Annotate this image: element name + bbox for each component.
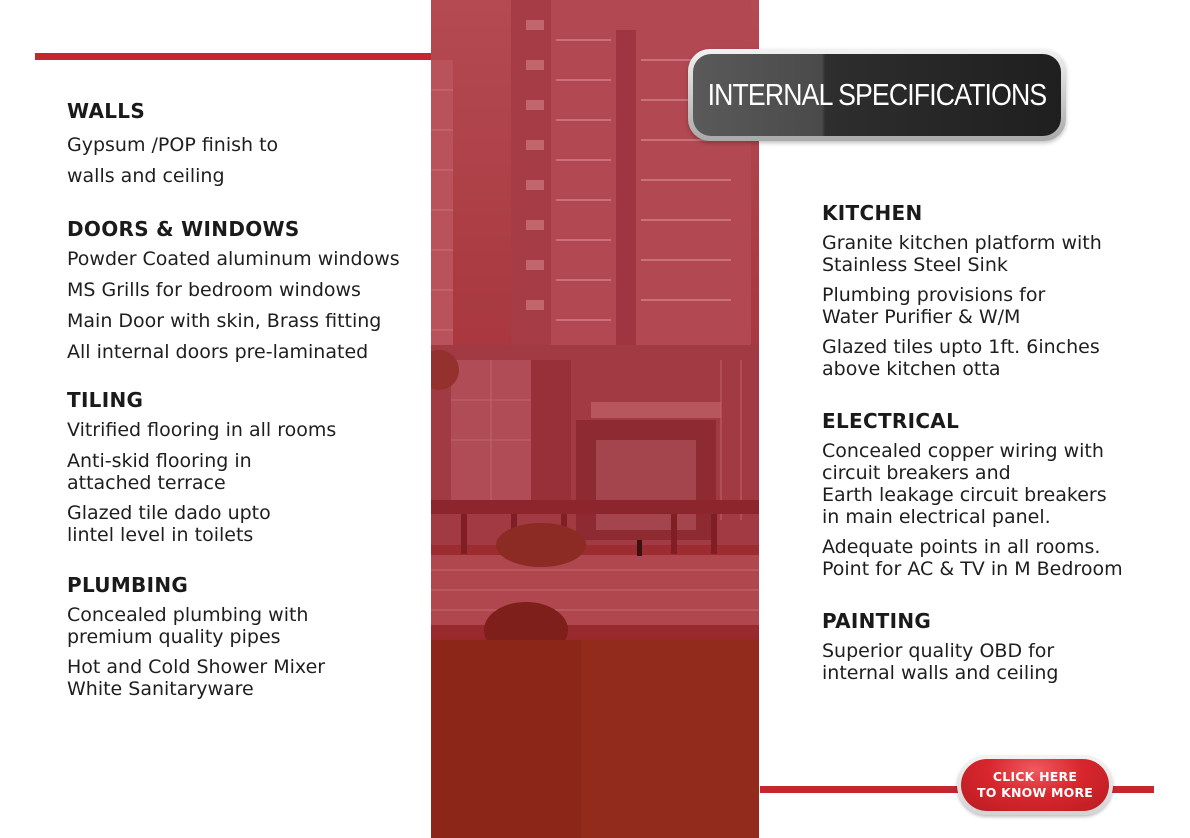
spec-electrical bbox=[822, 408, 1162, 580]
section-banner bbox=[688, 49, 1066, 141]
kitchen-heading: KITCHEN bbox=[822, 201, 923, 225]
doors-windows-item: All internal doors pre-laminated bbox=[67, 341, 369, 363]
spec-plumbing bbox=[67, 572, 427, 700]
tiling-item: Vitrified flooring in all rooms bbox=[67, 419, 337, 441]
walls-heading: WALLS bbox=[67, 99, 146, 123]
doors-windows-heading: DOORS & WINDOWS bbox=[67, 217, 300, 241]
plumbing-item: Concealed plumbing with premium quality pipes bbox=[67, 604, 309, 648]
spec-kitchen bbox=[822, 200, 1162, 380]
walls-item: Gypsum /POP finish to walls and ceiling bbox=[67, 134, 279, 187]
left-spec-column bbox=[67, 98, 427, 708]
banner-plate bbox=[693, 54, 1061, 136]
kitchen-item: Glazed tiles upto 1ft. 6inches above kitchen otta bbox=[822, 336, 1100, 380]
electrical-item: Concealed copper wiring with circuit breakers and Earth leakage circuit breakers in main electrical panel. bbox=[822, 440, 1107, 528]
painting-heading: PAINTING bbox=[822, 609, 932, 633]
tiling-item: Glazed tile dado upto lintel level in toilets bbox=[67, 502, 271, 546]
know-more-button-face[interactable] bbox=[961, 759, 1109, 811]
spec-walls bbox=[67, 98, 427, 192]
doors-windows-item: Powder Coated aluminum windows bbox=[67, 248, 400, 270]
top-red-rule bbox=[35, 53, 433, 60]
spec-painting bbox=[822, 608, 1162, 684]
banner-title: INTERNAL SPECIFICATIONS bbox=[707, 77, 1047, 112]
doors-windows-item: MS Grills for bedroom windows bbox=[67, 279, 361, 301]
plumbing-item: Hot and Cold Shower Mixer White Sanitaryware bbox=[67, 656, 326, 700]
doors-windows-item: Main Door with skin, Brass fitting bbox=[67, 310, 382, 332]
know-more-button[interactable] bbox=[957, 755, 1113, 815]
spec-tiling bbox=[67, 387, 427, 546]
electrical-heading: ELECTRICAL bbox=[822, 409, 960, 433]
spec-doors-windows bbox=[67, 216, 427, 363]
plumbing-heading: PLUMBING bbox=[67, 573, 189, 597]
cta-line-2: TO KNOW MORE bbox=[976, 785, 1094, 800]
tiling-heading: TILING bbox=[67, 388, 144, 412]
kitchen-item: Granite kitchen platform with Stainless Steel Sink bbox=[822, 232, 1102, 276]
tiling-item: Anti-skid flooring in attached terrace bbox=[67, 450, 252, 494]
electrical-item: Adequate points in all rooms. Point for AC & TV in M Bedroom bbox=[822, 536, 1123, 580]
painting-item: Superior quality OBD for internal walls and ceiling bbox=[822, 640, 1059, 684]
right-spec-column bbox=[822, 200, 1162, 692]
kitchen-item: Plumbing provisions for Water Purifier & W/M bbox=[822, 284, 1046, 328]
cta-line-1: CLICK HERE bbox=[992, 769, 1078, 784]
